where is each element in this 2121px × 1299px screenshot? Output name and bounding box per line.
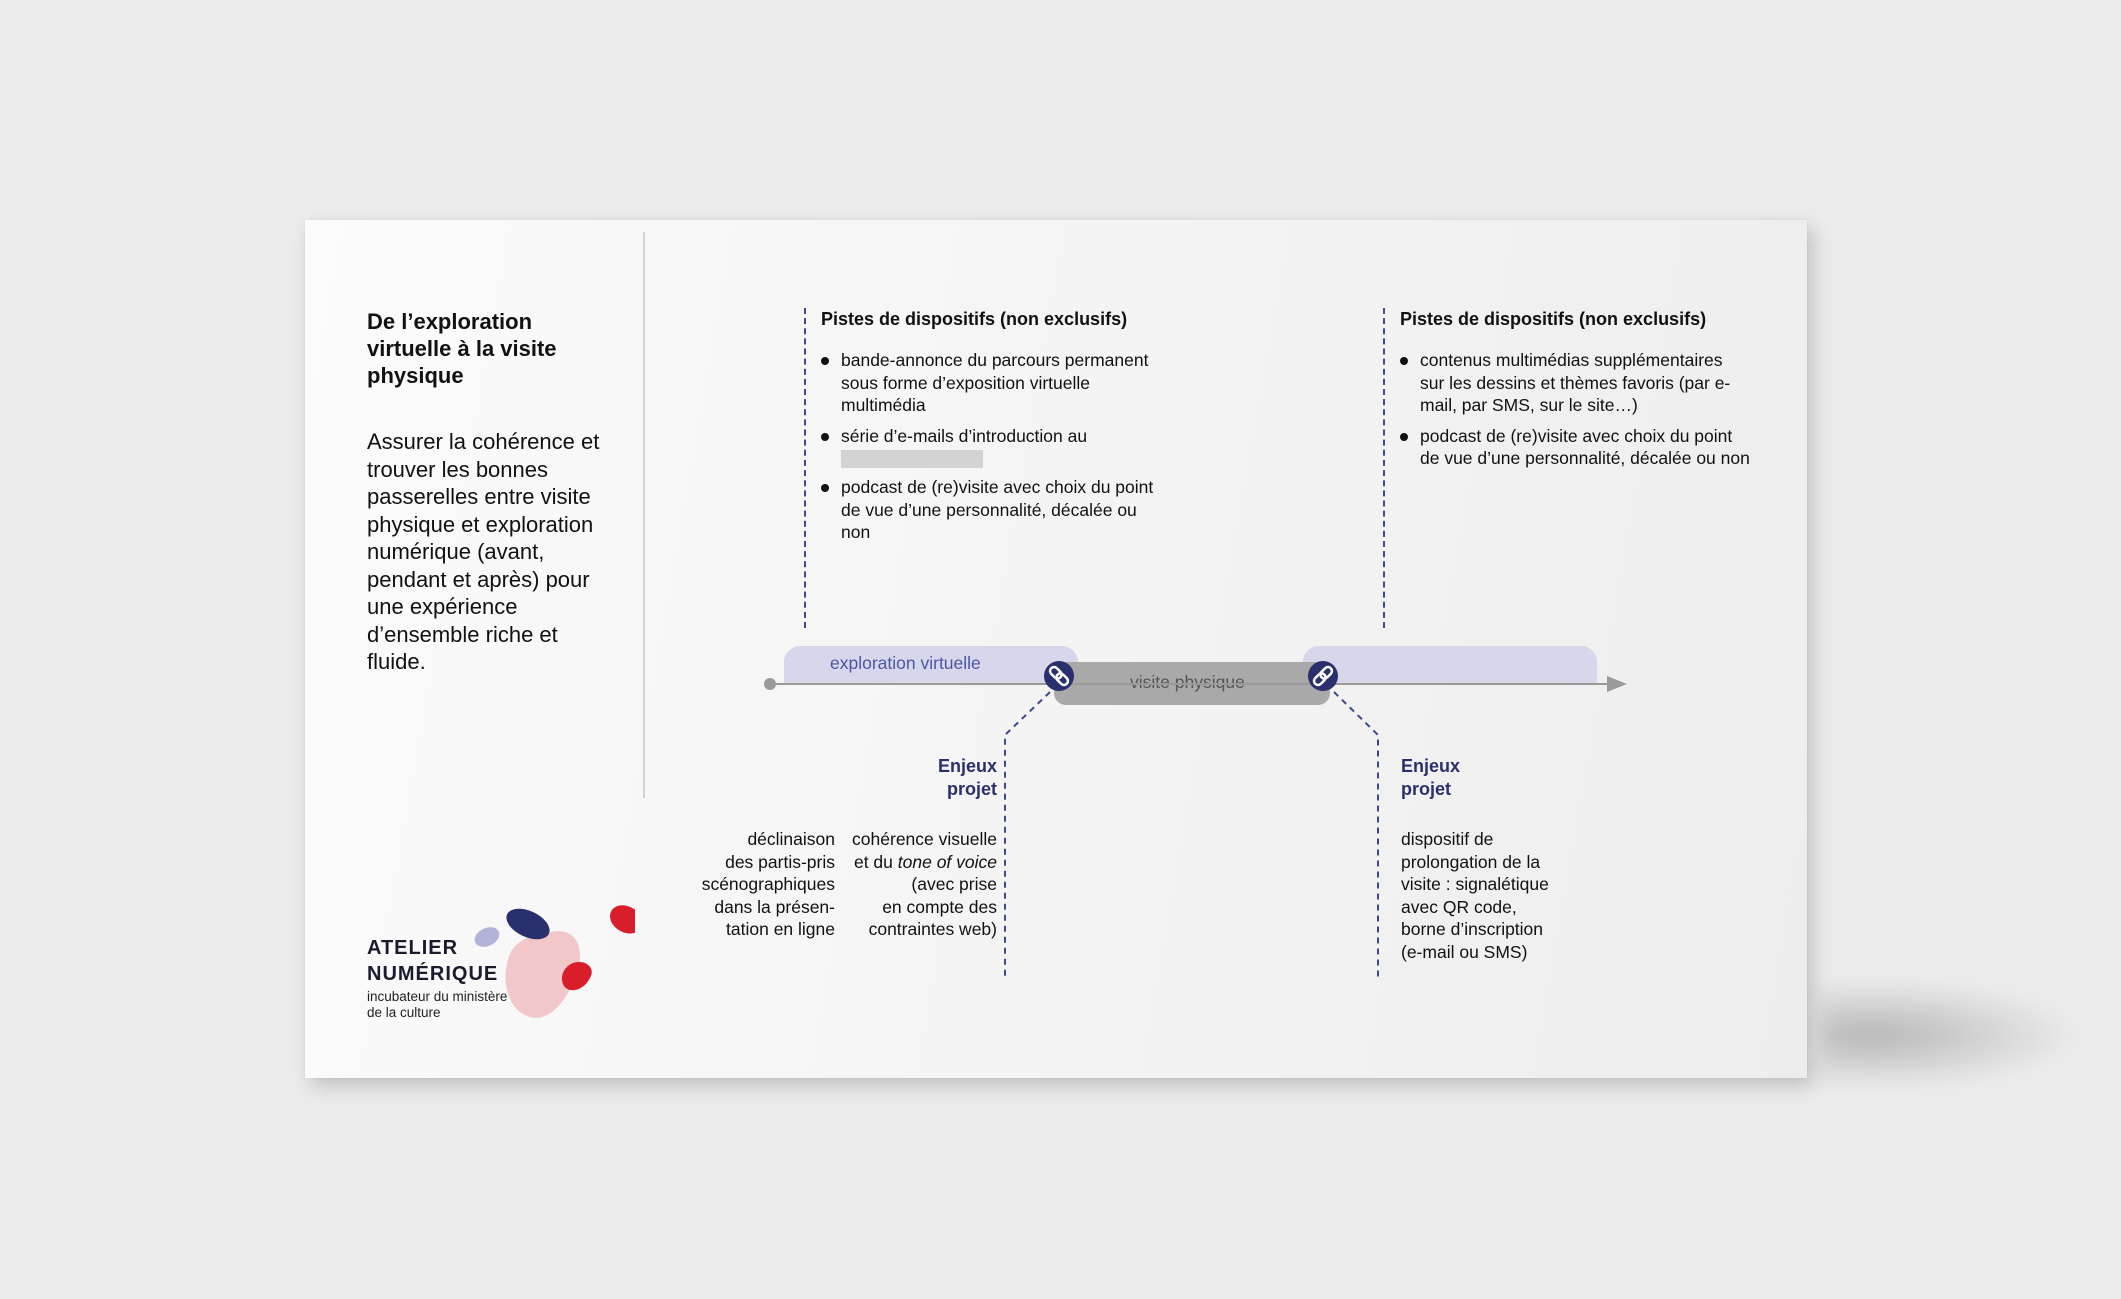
enjeux-right-text: [1401, 828, 1601, 963]
panel-intro: Assurer la cohérence et trouver les bonnes passerelles entre visite physique et exploration numérique (avant, pendant et après) pour une expérience d’ensemble riche et fluide.: [367, 429, 600, 674]
list-item-text: bande-annonce du parcours permanent sous forme d’exposition virtuelle multimédia: [841, 350, 1149, 415]
logo-line2: NUMÉRIQUE: [367, 963, 499, 985]
enjeux-right-line: borne d’inscription: [1401, 919, 1544, 939]
logo-sub1: incubateur du ministère: [367, 989, 508, 1004]
pistes-right-title: Pistes de dispositifs (non exclusifs): [1400, 309, 1707, 329]
list-item-text: série d’e-mails d’introduction au: [841, 425, 1088, 446]
enjeux-right-title: [1401, 755, 1521, 801]
enjeux-right-connector: [1334, 692, 1378, 977]
enjeux-right-title-line1: Enjeux: [1401, 756, 1461, 776]
enjeux-left-col2-line: cohérence visuelle: [852, 829, 997, 849]
enjeux-left-col1: [685, 828, 835, 941]
enjeux-left-col1-line: tation en ligne: [726, 919, 835, 939]
enjeux-right-line: visite : signalétique: [1401, 874, 1549, 894]
enjeux-left-title-line1: Enjeux: [937, 756, 997, 776]
enjeux-right-title-line2: projet: [1401, 779, 1452, 799]
enjeux-left-col2: [837, 828, 997, 941]
enjeux-right-line: dispositif de: [1401, 829, 1494, 849]
enjeux-left-col1-line: scénographiques: [701, 874, 835, 894]
enjeux-left-col2-line: (avec prise: [911, 874, 997, 894]
card-shadow: [1820, 980, 2080, 1090]
presentation-card: [305, 220, 1807, 1078]
enjeux-left-connector: [1005, 692, 1050, 977]
enjeux-left-col2-italic: tone of voice: [897, 851, 997, 872]
panel-title: De l’exploration virtuelle à la visite physique: [367, 309, 557, 388]
enjeux-left-col2-line: en compte des: [882, 896, 997, 917]
enjeux-left-title: [893, 755, 997, 801]
timeline-arrow-head: [1607, 676, 1627, 692]
enjeux-right-line: avec QR code,: [1401, 896, 1517, 917]
link-icon: [1308, 661, 1338, 691]
exploration-virtuelle-label: exploration virtuelle: [830, 653, 981, 673]
enjeux-left-col1-line: dans la présen-: [714, 896, 835, 917]
logo-sub2: de la culture: [367, 1005, 441, 1020]
enjeux-left-col2-line: contraintes web): [868, 919, 997, 939]
list-item-text: podcast de (re)visite avec choix du point de vue d’une personnalité, décalée ou non: [841, 477, 1154, 542]
visite-physique-label: visite physique: [1130, 672, 1245, 692]
pistes-left-title: Pistes de dispositifs (non exclusifs): [821, 309, 1128, 329]
list-item-text: podcast de (re)visite avec choix du point de vue d’une personnalité, décalée ou non: [1420, 425, 1750, 468]
timeline-start-dot: [764, 678, 776, 690]
list-item-text: contenus multimédias supplémentaires sur les dessins et thèmes favoris (par e-mail, par SMS, sur le site…): [1420, 350, 1731, 415]
enjeux-left-title-line2: projet: [946, 779, 997, 799]
enjeux-right-line: (e-mail ou SMS): [1401, 941, 1528, 962]
enjeux-left-col1-line: déclinaison: [747, 829, 835, 849]
enjeux-left-col1-line: des partis-pris: [725, 851, 835, 872]
enjeux-left-col2-prefix: et du: [853, 851, 898, 872]
logo: [367, 935, 567, 1021]
logo-line1: ATELIER: [367, 937, 459, 959]
logo-red-blob: [605, 900, 635, 939]
enjeux-right-line: prolongation de la: [1401, 851, 1541, 872]
link-icon: [1044, 661, 1074, 691]
enjeux-left-col2-line: [837, 851, 997, 874]
